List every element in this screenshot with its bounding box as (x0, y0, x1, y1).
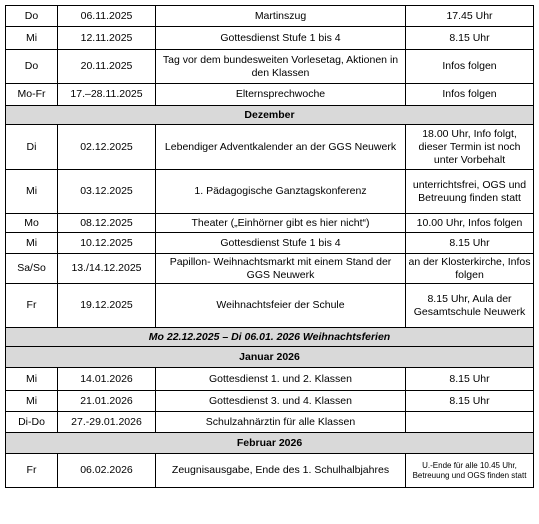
section-title: Mo 22.12.2025 – Di 06.01. 2026 Weihnachtsferien (6, 328, 534, 347)
event-cell: Gottesdienst 1. und 2. Klassen (156, 368, 406, 391)
section-header-row (6, 433, 534, 454)
table-row (6, 84, 534, 106)
event-cell: Elternsprechwoche (156, 84, 406, 106)
time-cell: 8.15 Uhr (406, 27, 534, 50)
schedule-table (5, 5, 534, 488)
section-header-row (6, 106, 534, 125)
date-cell: 06.11.2025 (58, 6, 156, 27)
weekday-cell: Fr (6, 454, 58, 488)
table-row (6, 454, 534, 488)
table-row (6, 214, 534, 233)
table-row (6, 412, 534, 433)
event-cell: 1. Pädagogische Ganztagskonferenz (156, 170, 406, 214)
event-cell: Papillon- Weihnachtsmarkt mit einem Stand der GGS Neuwerk (156, 254, 406, 284)
event-cell: Schulzahnärztin für alle Klassen (156, 412, 406, 433)
section-title: Dezember (6, 106, 534, 125)
event-cell: Tag vor dem bundesweiten Vorlesetag, Aktionen in den Klassen (156, 50, 406, 84)
time-cell: 18.00 Uhr, Info folgt, dieser Termin ist noch unter Vorbehalt (406, 125, 534, 170)
weekday-cell: Di (6, 125, 58, 170)
weekday-cell: Mi (6, 391, 58, 412)
time-cell: 8.15 Uhr (406, 391, 534, 412)
date-cell: 08.12.2025 (58, 214, 156, 233)
event-cell: Gottesdienst Stufe 1 bis 4 (156, 233, 406, 254)
weekday-cell: Mo (6, 214, 58, 233)
table-row (6, 368, 534, 391)
weekday-cell: Sa/So (6, 254, 58, 284)
date-cell: 13./14.12.2025 (58, 254, 156, 284)
weekday-cell: Mi (6, 368, 58, 391)
date-cell: 14.01.2026 (58, 368, 156, 391)
table-row (6, 233, 534, 254)
table-row (6, 50, 534, 84)
table-row (6, 170, 534, 214)
event-cell: Weihnachtsfeier der Schule (156, 284, 406, 328)
weekday-cell: Mo-Fr (6, 84, 58, 106)
time-cell: unterrichtsfrei, OGS und Betreuung finden statt (406, 170, 534, 214)
event-cell: Gottesdienst Stufe 1 bis 4 (156, 27, 406, 50)
date-cell: 19.12.2025 (58, 284, 156, 328)
table-row (6, 254, 534, 284)
weekday-cell: Mi (6, 233, 58, 254)
weekday-cell: Do (6, 50, 58, 84)
date-cell: 02.12.2025 (58, 125, 156, 170)
event-cell: Gottesdienst 3. und 4. Klassen (156, 391, 406, 412)
table-row (6, 27, 534, 50)
date-cell: 06.02.2026 (58, 454, 156, 488)
weekday-cell: Mi (6, 27, 58, 50)
section-header-row (6, 347, 534, 368)
time-cell: 8.15 Uhr (406, 233, 534, 254)
time-cell: 17.45 Uhr (406, 6, 534, 27)
time-cell: Infos folgen (406, 50, 534, 84)
section-title: Februar 2026 (6, 433, 534, 454)
section-header-row (6, 328, 534, 347)
date-cell: 20.11.2025 (58, 50, 156, 84)
time-cell: an der Klosterkirche, Infos folgen (406, 254, 534, 284)
schedule-body (6, 6, 534, 488)
date-cell: 03.12.2025 (58, 170, 156, 214)
time-cell: 10.00 Uhr, Infos folgen (406, 214, 534, 233)
date-cell: 27.-29.01.2026 (58, 412, 156, 433)
weekday-cell: Mi (6, 170, 58, 214)
event-cell: Theater („Einhörner gibt es hier nicht“) (156, 214, 406, 233)
date-cell: 10.12.2025 (58, 233, 156, 254)
event-cell: Zeugnisausgabe, Ende des 1. Schulhalbjahres (156, 454, 406, 488)
table-row (6, 284, 534, 328)
time-cell: 8.15 Uhr (406, 368, 534, 391)
time-cell: 8.15 Uhr, Aula der Gesamtschule Neuwerk (406, 284, 534, 328)
event-cell: Martinszug (156, 6, 406, 27)
table-row (6, 6, 534, 27)
date-cell: 17.–28.11.2025 (58, 84, 156, 106)
date-cell: 12.11.2025 (58, 27, 156, 50)
weekday-cell: Fr (6, 284, 58, 328)
time-cell: Infos folgen (406, 84, 534, 106)
weekday-cell: Do (6, 6, 58, 27)
time-cell (406, 412, 534, 433)
time-cell: U.-Ende für alle 10.45 Uhr, Betreuung und OGS finden statt (406, 454, 534, 488)
table-row (6, 391, 534, 412)
date-cell: 21.01.2026 (58, 391, 156, 412)
event-cell: Lebendiger Adventkalender an der GGS Neuwerk (156, 125, 406, 170)
section-title: Januar 2026 (6, 347, 534, 368)
table-row (6, 125, 534, 170)
weekday-cell: Di-Do (6, 412, 58, 433)
